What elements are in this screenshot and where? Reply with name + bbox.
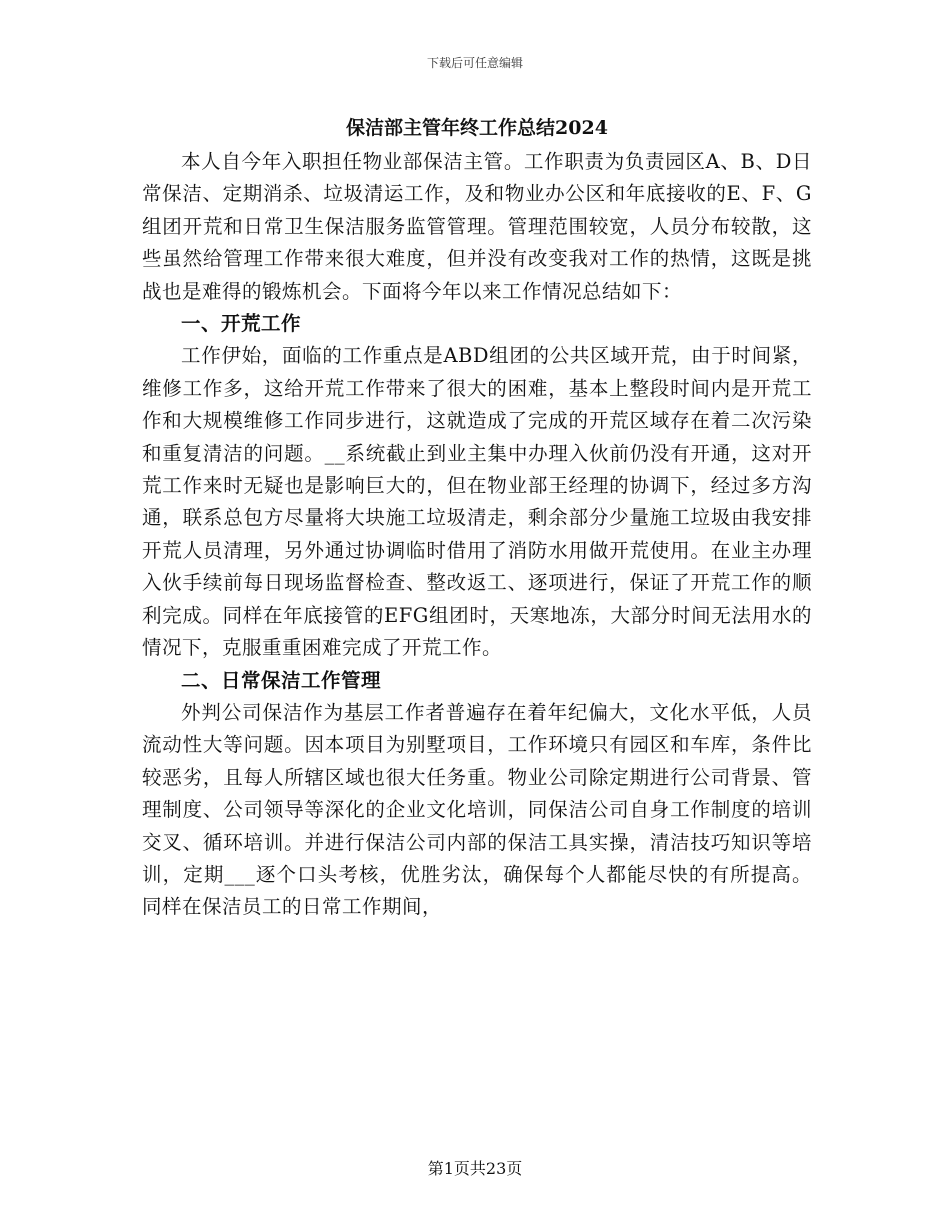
section-heading-2: 二、日常保洁工作管理 bbox=[181, 668, 382, 692]
page-header-note: 下载后可任意编辑 bbox=[426, 56, 523, 70]
section-1-paragraph: 工作伊始，面临的工作重点是ABD组团的公共区域开荒，由于时间紧，维修工作多，这给开荒工作带来了很大的困难，基本上整段时间内是开荒工作和大规模维修工作同步进行，这就造成了完成的开荒区域存在着二次污染和重复清洁的问题。__系统截止到业主集中办理入伙前仍没有开通，这对开荒工作来时无疑也是影响巨大的，但在物业部王经理的协调下，经过多方沟通，联系总包方尽量将大块施工垃圾清走，剩余部分少量施工垃圾由我安排开荒人员清理，另外通过协调临时借用了消防水用做开荒使用。在业主办理入伙手续前每日现场监督检查、整改返工、逐项进行，保证了开荒工作的顺利完成。同样在年底接管的EFG组团时，天寒地冻，大部分时间无法用水的情况下，克服重重困难完成了开荒工作。 bbox=[142, 344, 812, 660]
section-2-paragraph: 外判公司保洁作为基层工作者普遍存在着年纪偏大，文化水平低，人员流动性大等问题。因本项目为别墅项目，工作环境只有园区和车库，条件比较恶劣，且每人所辖区域也很大任务重。物业公司除定期进行公司背景、管理制度、公司领导等深化的企业文化培训，同保洁公司自身工作制度的培训交叉、循环培训。并进行保洁公司内部的保洁工具实操，清洁技巧知识等培训，定期___逐个口头考核，优胜劣汰，确保每个人都能尽快的有所提高。同样在保洁员工的日常工作期间， bbox=[142, 700, 812, 919]
document-title: 保洁部主管年终工作总结2024 bbox=[346, 117, 608, 139]
page-number: 第1页共23页 bbox=[427, 1159, 523, 1178]
section-heading-1: 一、开荒工作 bbox=[181, 312, 302, 336]
intro-paragraph: 本人自今年入职担任物业部保洁主管。工作职责为负责园区A、B、D日常保洁、定期消杀、垃圾清运工作，及和物业办公区和年底接收的E、F、G组团开荒和日常卫生保洁服务监管管理。管理范围较宽，人员分布较散，这些虽然给管理工作带来很大难度，但并没有改变我对工作的热情，这既是挑战也是难得的锻炼机会。下面将今年以来工作情况总结如下： bbox=[142, 150, 812, 303]
document-body bbox=[142, 110, 812, 924]
